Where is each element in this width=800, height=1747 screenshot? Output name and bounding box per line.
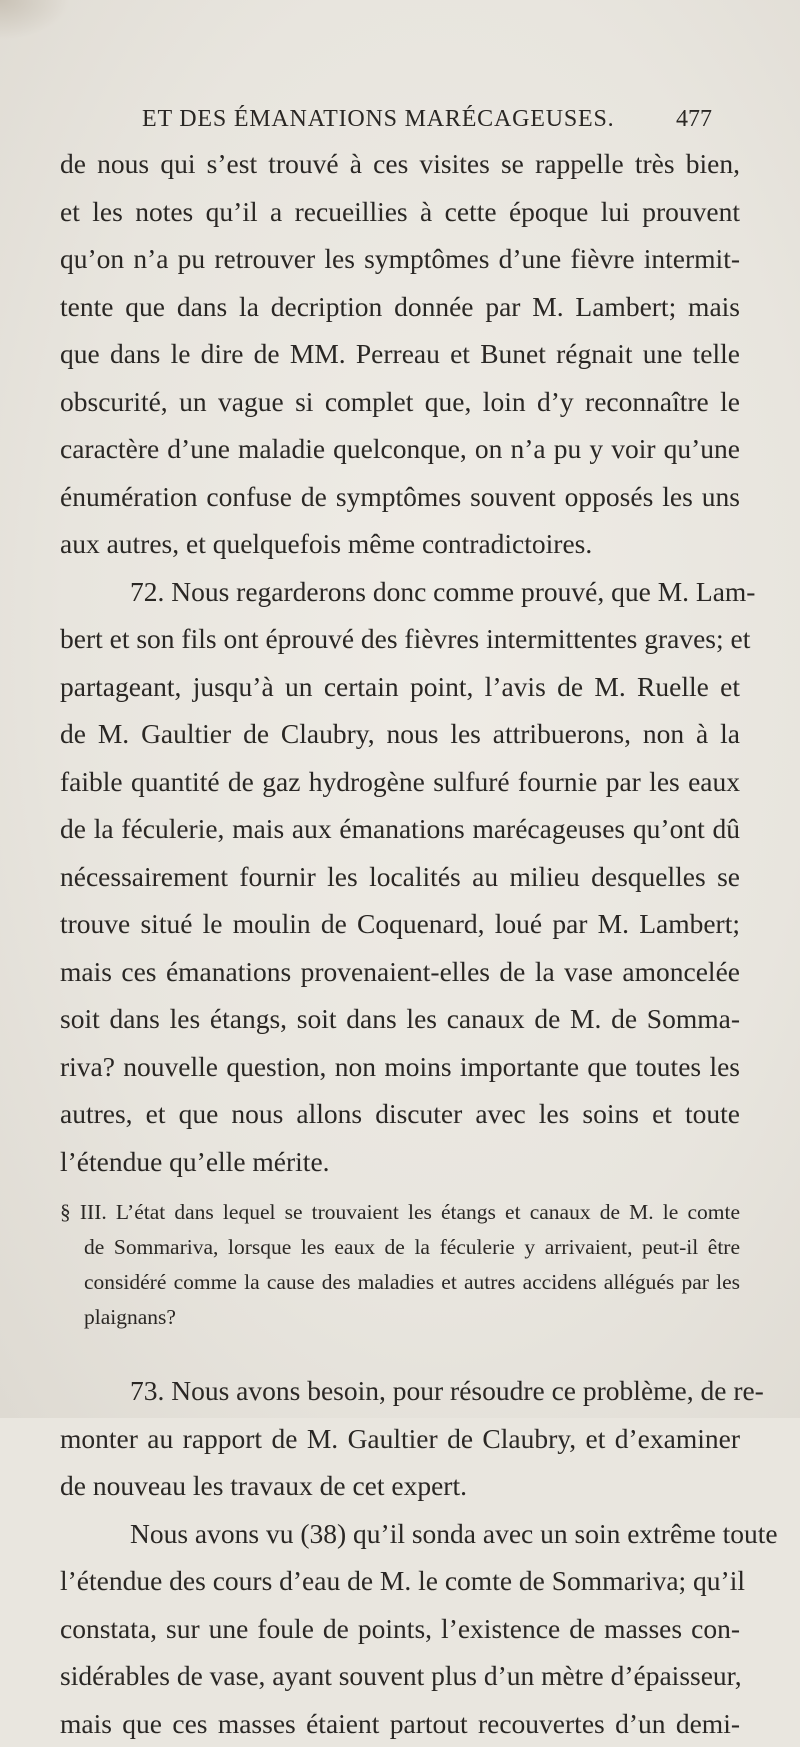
text-line: trouve situé le moulin de Coquenard, loué par M. Lambert;	[60, 900, 740, 948]
body-text	[60, 140, 740, 1747]
text-line: sidérables de vase, ayant souvent plus d’un mètre d’épaisseur,	[60, 1652, 740, 1700]
text-line: soit dans les étangs, soit dans les canaux de M. de Somma-	[60, 995, 740, 1043]
section-line: § III. L’état dans lequel se trouvaient les étangs et canaux de M. le comte	[60, 1195, 740, 1230]
running-title: ET DES ÉMANATIONS MARÉCAGEUSES.	[142, 106, 614, 133]
text-line: qu’on n’a pu retrouver les symptômes d’une fièvre intermit-	[60, 235, 740, 283]
text-line: mais que ces masses étaient partout recouvertes d’un demi-	[60, 1700, 740, 1747]
text-line: bert et son fils ont éprouvé des fièvres intermittentes graves; et	[60, 615, 740, 663]
text-line: nécessairement fournir les localités au milieu desquelles se	[60, 853, 740, 901]
text-line: de nouveau les travaux de cet expert.	[60, 1462, 740, 1510]
text-line: constata, sur une foule de points, l’existence de masses con-	[60, 1605, 740, 1653]
text-line: l’étendue des cours d’eau de M. le comte de Sommariva; qu’il	[60, 1557, 740, 1605]
text-line: Nous avons vu (38) qu’il sonda avec un soin extrême toute	[60, 1510, 740, 1558]
text-line: de nous qui s’est trouvé à ces visites se rappelle très bien,	[60, 140, 740, 188]
paragraph-73	[60, 1367, 740, 1510]
text-line: autres, et que nous allons discuter avec les soins et toute	[60, 1090, 740, 1138]
text-line: 72. Nous regarderons donc comme prouvé, que M. Lam-	[60, 568, 740, 616]
section-heading	[60, 1195, 740, 1335]
page-number: 477	[676, 106, 712, 133]
text-line: 73. Nous avons besoin, pour résoudre ce problème, de re-	[60, 1367, 740, 1415]
text-line: énumération confuse de symptômes souvent opposés les uns	[60, 473, 740, 521]
paragraph-continued	[60, 140, 740, 568]
text-line: l’étendue qu’elle mérite.	[60, 1138, 740, 1186]
section-line: plaignans?	[60, 1300, 740, 1335]
text-line: caractère d’une maladie quelconque, on n’a pu y voir qu’une	[60, 425, 740, 473]
spacer	[60, 1345, 740, 1367]
paper-stain	[0, 0, 70, 40]
section-line: considéré comme la cause des maladies et autres accidens allégués par les	[60, 1265, 740, 1300]
text-line: tente que dans la decription donnée par M. Lambert; mais	[60, 283, 740, 331]
text-line: riva? nouvelle question, non moins importante que toutes les	[60, 1043, 740, 1091]
text-line: aux autres, et quelquefois même contradictoires.	[60, 520, 740, 568]
text-line: monter au rapport de M. Gaultier de Claubry, et d’examiner	[60, 1415, 740, 1463]
text-line: de M. Gaultier de Claubry, nous les attribuerons, non à la	[60, 710, 740, 758]
text-line: mais ces émanations provenaient-elles de la vase amoncelée	[60, 948, 740, 996]
paragraph-nous-avons-vu	[60, 1510, 740, 1747]
text-line: de la féculerie, mais aux émanations marécageuses qu’ont dû	[60, 805, 740, 853]
text-line: et les notes qu’il a recueillies à cette époque lui prouvent	[60, 188, 740, 236]
text-line: faible quantité de gaz hydrogène sulfuré fournie par les eaux	[60, 758, 740, 806]
paragraph-72	[60, 568, 740, 1186]
section-line: de Sommariva, lorsque les eaux de la féculerie y arrivaient, peut-il être	[60, 1230, 740, 1265]
text-line: partageant, jusqu’à un certain point, l’avis de M. Ruelle et	[60, 663, 740, 711]
page-header	[60, 100, 740, 140]
text-line: obscurité, un vague si complet que, loin d’y reconnaître le	[60, 378, 740, 426]
text-line: que dans le dire de MM. Perreau et Bunet régnait une telle	[60, 330, 740, 378]
